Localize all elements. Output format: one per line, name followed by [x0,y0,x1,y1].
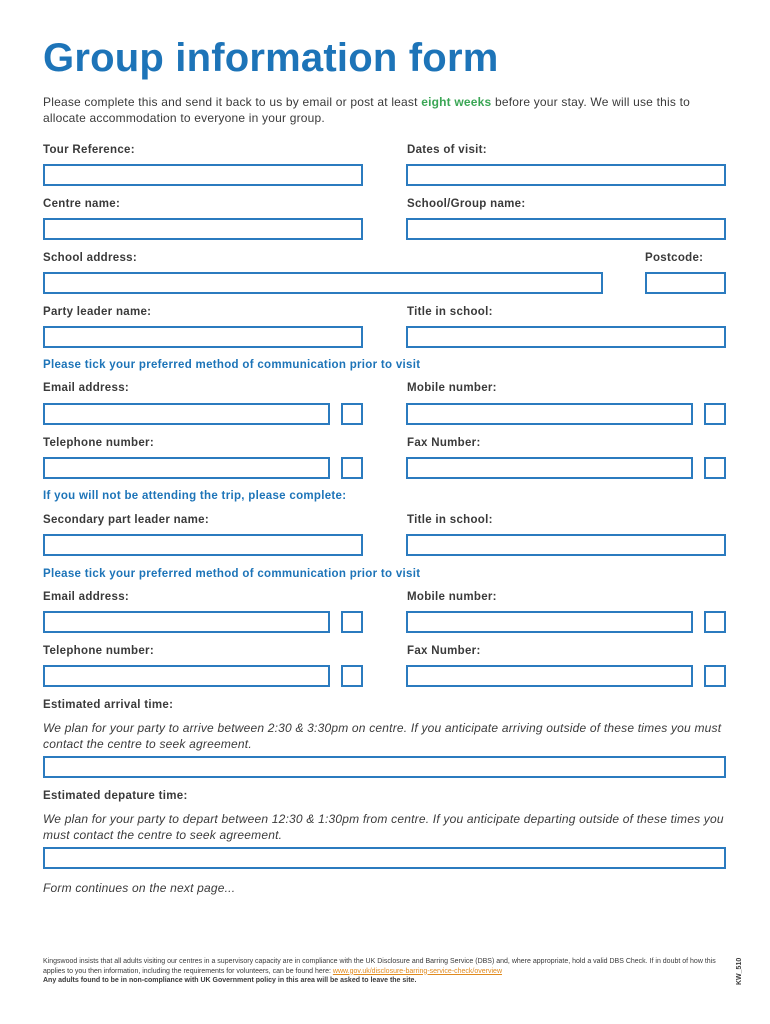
page-title: Group information form [43,36,499,80]
footer-text: Kingswood insists that all adults visiting our centres in a supervisory capacity are in compliance with the UK Disclosure and Barring Service (DBS) and, where appropriate, hold a valid DBS Check. If in doubt of how this applies to you then information, including the requirements for volunteers, can be found here: [43,958,716,975]
not-attending-heading: If you will not be attending the trip, please complete: [43,490,347,502]
estimated-arrival-field[interactable] [43,756,726,778]
secondary-leader-name-field[interactable] [43,534,363,556]
fax-number-field[interactable] [406,457,693,479]
mobile-number-field[interactable] [406,403,693,425]
centre-name-field[interactable] [43,218,363,240]
mobile-number-label: Mobile number: [407,382,497,394]
postcode-label: Postcode: [645,252,704,264]
estimated-arrival-label: Estimated arrival time: [43,699,174,711]
communication-heading-2: Please tick your preferred method of communication prior to visit [43,568,421,580]
fax-number-label: Fax Number: [407,437,481,449]
intro-before: Please complete this and send it back to us by email or post at least [43,95,422,109]
tour-reference-label: Tour Reference: [43,144,135,156]
postcode-field[interactable] [645,272,726,294]
footer-disclaimer [43,957,728,986]
secondary-telephone-number-label: Telephone number: [43,645,154,657]
secondary-fax-number-label: Fax Number: [407,645,481,657]
telephone-checkbox[interactable] [341,457,363,479]
secondary-email-address-label: Email address: [43,591,130,603]
secondary-email-checkbox[interactable] [341,611,363,633]
telephone-number-label: Telephone number: [43,437,154,449]
dbs-link[interactable]: www.gov.uk/disclosure-barring-service-check/overview [332,967,502,975]
footer-warning: Any adults found to be in non-compliance with UK Government policy in this area will be asked to leave the site. [43,977,417,984]
form-continues-note: Form continues on the next page... [43,881,236,895]
tour-reference-field[interactable] [43,164,363,186]
school-group-name-label: School/Group name: [407,198,526,210]
party-leader-name-label: Party leader name: [43,306,152,318]
estimated-departure-field[interactable] [43,847,726,869]
intro-highlight: eight weeks [421,95,492,109]
title-in-school-label: Title in school: [407,306,493,318]
school-group-name-field[interactable] [406,218,726,240]
secondary-email-address-field[interactable] [43,611,330,633]
secondary-title-in-school-field[interactable] [406,534,726,556]
secondary-leader-name-label: Secondary part leader name: [43,514,209,526]
email-address-field[interactable] [43,403,330,425]
secondary-mobile-number-field[interactable] [406,611,693,633]
party-leader-name-field[interactable] [43,326,363,348]
school-address-label: School address: [43,252,137,264]
email-checkbox[interactable] [341,403,363,425]
estimated-departure-label: Estimated depature time: [43,790,188,802]
title-in-school-field[interactable] [406,326,726,348]
dates-of-visit-label: Dates of visit: [407,144,487,156]
email-address-label: Email address: [43,382,130,394]
secondary-fax-checkbox[interactable] [704,665,726,687]
secondary-telephone-number-field[interactable] [43,665,330,687]
dates-of-visit-field[interactable] [406,164,726,186]
secondary-telephone-checkbox[interactable] [341,665,363,687]
telephone-number-field[interactable] [43,457,330,479]
secondary-mobile-number-label: Mobile number: [407,591,497,603]
communication-heading: Please tick your preferred method of communication prior to visit [43,359,421,371]
fax-checkbox[interactable] [704,457,726,479]
intro-text [43,94,723,126]
intro-after: before your stay. We will use this to allocate accommodation to everyone in your group. [43,95,691,125]
mobile-checkbox[interactable] [704,403,726,425]
centre-name-label: Centre name: [43,198,121,210]
departure-note: We plan for your party to depart between 12:30 & 1:30pm from centre. If you anticipate departing outside of these times you must contact the centre to seek agreement. [43,812,724,842]
secondary-title-in-school-label: Title in school: [407,514,493,526]
secondary-mobile-checkbox[interactable] [704,611,726,633]
document-code: KW_510 [736,957,743,985]
secondary-fax-number-field[interactable] [406,665,693,687]
arrival-note: We plan for your party to arrive between 2:30 & 3:30pm on centre. If you anticipate arriving outside of these times you must contact the centre to seek agreement. [43,721,722,751]
school-address-field[interactable] [43,272,603,294]
